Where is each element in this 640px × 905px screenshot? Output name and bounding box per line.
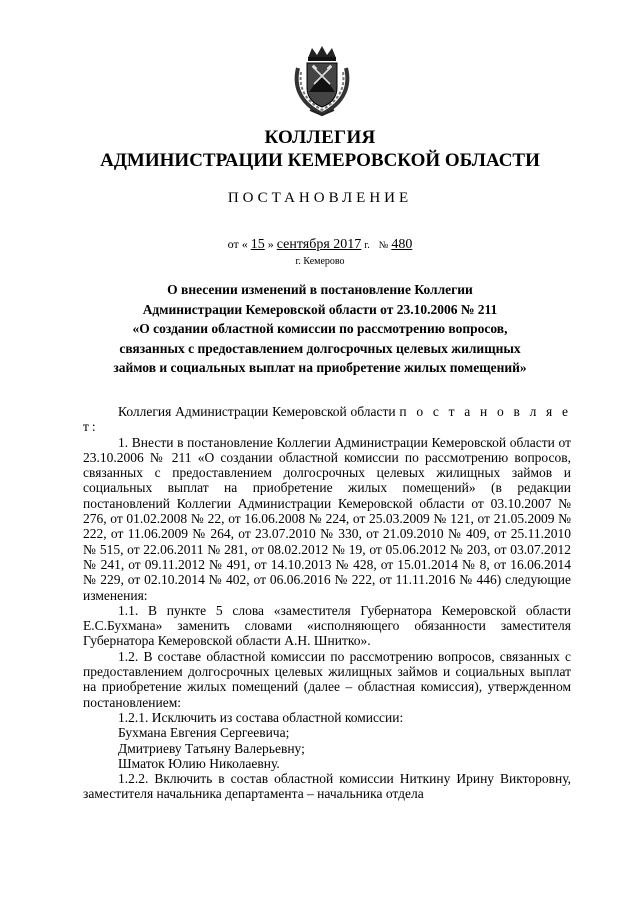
intro-paragraph <box>83 404 571 435</box>
date-mid: » <box>267 237 274 251</box>
title-line: О внесении изменений в постановление Коллегии <box>167 282 473 297</box>
date-year-suffix: г. <box>364 240 370 251</box>
title-line: займов и социальных выплат на приобретение жилых помещений» <box>113 360 527 375</box>
excluded-name: Дмитриеву Татьяну Валерьевну; <box>118 740 305 756</box>
excluded-name: Бухмана Евгения Сергеевича; <box>118 725 290 741</box>
document-city: г. Кемерово <box>295 256 345 267</box>
paragraph-1-2-2: 1.2.2. Включить в состав областной комиссии Ниткину Ирину Викторовну, заместителя начальника департамента – начальника отдела <box>83 771 571 802</box>
paragraph-1-1: 1.1. В пункте 5 слова «заместителя Губернатора Кемеровской области Е.С.Бухмана» заменить словами «исполняющего обязанности заместителя Губернатора Кемеровской области А.Н. Шнитко». <box>83 602 571 649</box>
date-day: 15 <box>250 237 265 252</box>
title-line: Администрации Кемеровской области от 23.10.2006 № 211 <box>142 301 498 317</box>
kemerovo-coat-of-arms-icon <box>292 44 352 118</box>
document-number: 480 <box>391 237 413 252</box>
paragraph-1: 1. Внести в постановление Коллегии Администрации Кемеровской области от 23.10.2006 № 211 «О создании областной комиссии по рассмотрению вопросов, связанных с предоставлением долгосрочных целевых жилищных займов и социальных выплат на приобретение жилых помещений» (в редакции постановлений Коллегии Администрации Кемеровской области от 03.10.2007 № 276, от 01.02.2008 № 22, от 16.06.2008 № 224, от 25.03.2009 № 121, от 21.05.2009 № 222, от 11.06.2009 № 264, от 23.07.2010 № 330, от 21.09.2010 № 409, от 25.11.2010 № 515, от 22.06.2011 № 281, от 08.02.2012 № 19, от 05.06.2012 № 203, от 03.07.2012 № 241, от 09.11.2012 № 491, от 14.10.2013 № 428, от 15.01.2014 № 8, от 16.06.2014 № 229, от 02.10.2014 № 402, от 06.06.2016 № 222, от 11.11.2016 № 446) следующие изменения: <box>83 434 571 603</box>
paragraph-1-2: 1.2. В составе областной комиссии по рассмотрению вопросов, связанных с предоставлением долгосрочных целевых жилищных займов и социальных выплат на приобретение жилых помещений (далее – областная комиссия), утвержденном постановлением: <box>83 648 571 710</box>
document-title <box>60 280 580 378</box>
document-dateline <box>0 237 640 253</box>
document-type: ПОСТАНОВЛЕНИЕ <box>227 190 413 206</box>
title-line: связанных с предоставлением долгосрочных целевых жилищных <box>119 340 521 356</box>
date-prefix: от « <box>227 237 248 251</box>
excluded-name: Шматок Юлию Николаевну. <box>118 755 280 771</box>
date-month-year: сентября 2017 <box>276 237 362 252</box>
paragraph-1-2-1: 1.2.1. Исключить из состава областной комиссии: <box>118 709 404 725</box>
intro-decree-word: п о с т а н о в л я е т: <box>83 404 572 435</box>
title-line: «О создании областной комиссии по рассмотрению вопросов, <box>132 321 508 336</box>
organization-line-2: АДМИНИСТРАЦИИ КЕМЕРОВСКОЙ ОБЛАСТИ <box>100 150 540 171</box>
intro-text: Коллегия Администрации Кемеровской области <box>118 404 396 419</box>
document-body <box>83 404 571 802</box>
organization-line-1: КОЛЛЕГИЯ <box>264 127 376 148</box>
number-label: № <box>378 240 389 251</box>
